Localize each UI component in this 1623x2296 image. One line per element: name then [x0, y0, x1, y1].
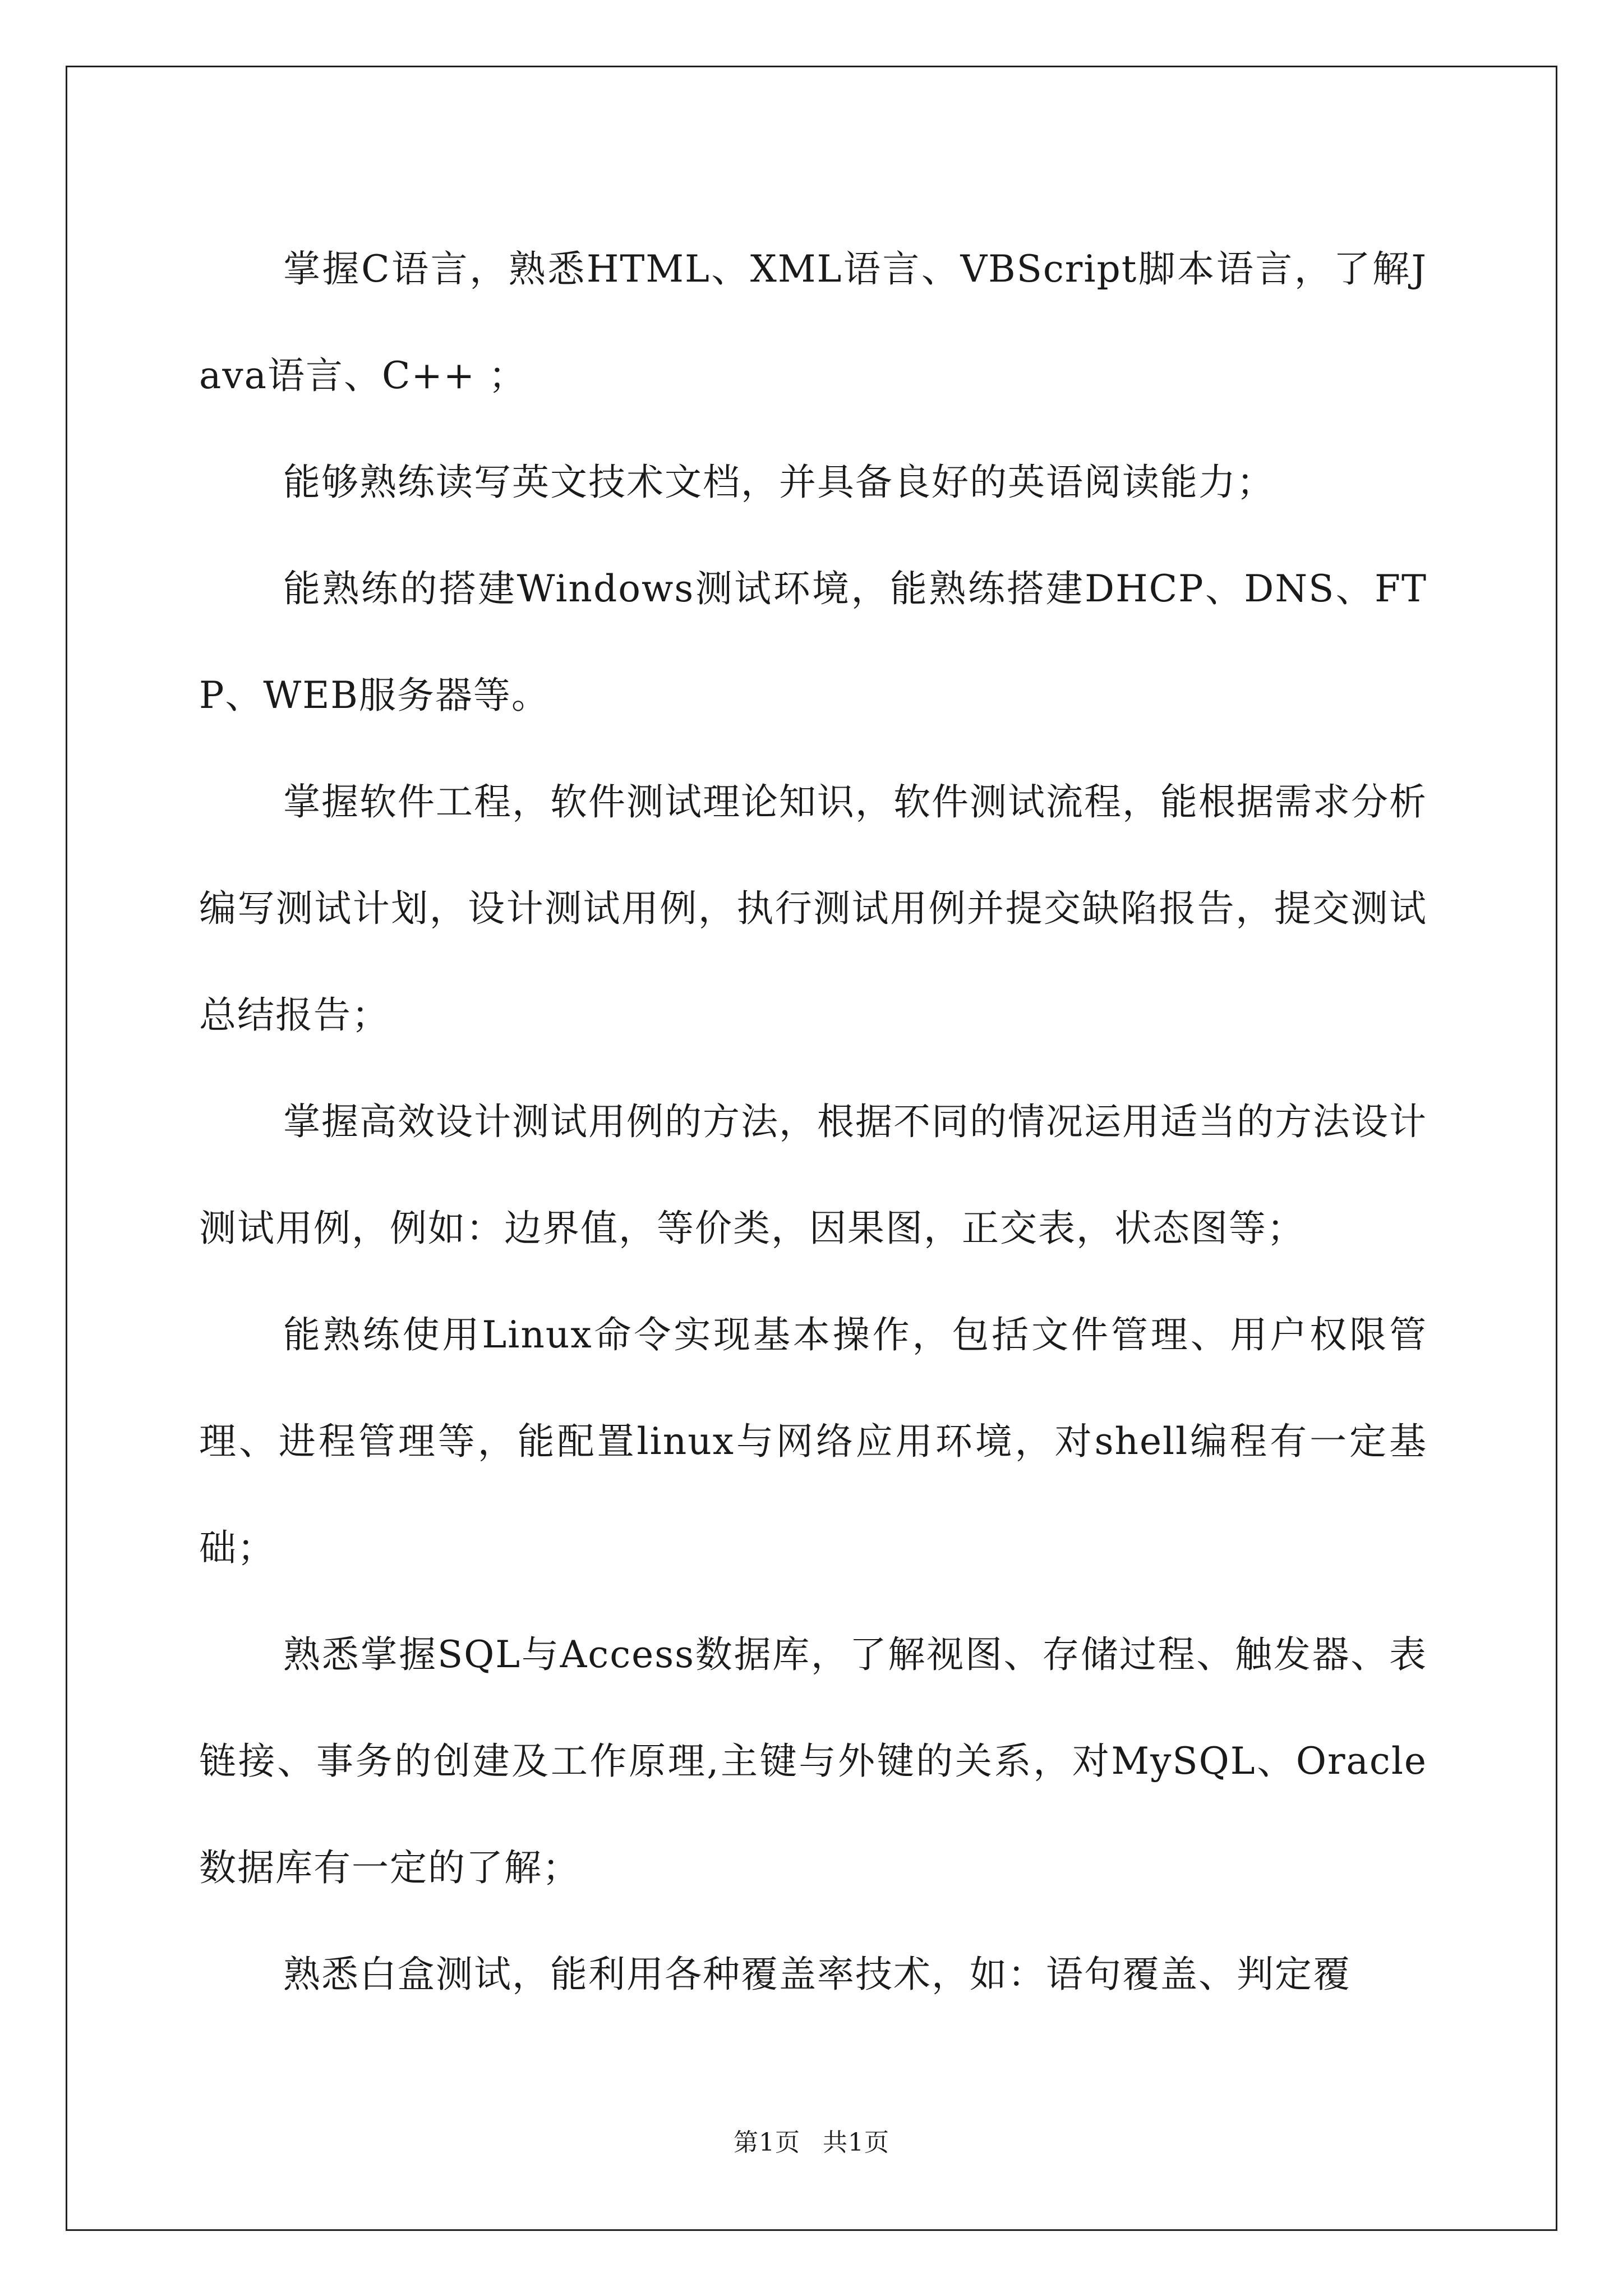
- paragraph-programming-languages: 掌握C语言，熟悉HTML、XML语言、VBScript脚本语言，了解Java语言、C++ ；: [199, 247, 1427, 397]
- paragraph-english-docs: 能够熟练读写英文技术文档，并具备良好的英语阅读能力；: [283, 461, 1275, 504]
- paragraph-linux: 能熟练使用Linux命令实现基本操作，包括文件管理、用户权限管理、进程管理等，能配置linux与网络应用环境，对shell编程有一定基础；: [199, 1313, 1427, 1570]
- page-count: 共1页: [823, 2128, 889, 2157]
- paragraph-software-engineering: 掌握软件工程，软件测试理论知识，软件测试流程，能根据需求分析编写测试计划，设计测试用例，执行测试用例并提交缺陷报告，提交测试总结报告；: [199, 780, 1427, 1037]
- page-footer: [0, 2126, 1623, 2160]
- paragraph-white-box: 熟悉白盒测试，能利用各种覆盖率技术，如：语句覆盖、判定覆: [283, 1953, 1351, 1996]
- paragraph-windows-env: 能熟练的搭建Windows测试环境，能熟练搭建DHCP、DNS、FTP、WEB服务器等。: [199, 567, 1427, 717]
- page-number: 第1页: [734, 2128, 800, 2157]
- document-body: [199, 216, 1427, 2028]
- paragraph-database: 熟悉掌握SQL与Access数据库，了解视图、存储过程、触发器、表链接、事务的创建及工作原理,主键与外键的关系，对MySQL、Oracle数据库有一定的了解；: [199, 1633, 1427, 1889]
- paragraph-test-case-design: 掌握高效设计测试用例的方法，根据不同的情况运用适当的方法设计测试用例，例如：边界值，等价类，因果图，正交表，状态图等；: [199, 1100, 1427, 1250]
